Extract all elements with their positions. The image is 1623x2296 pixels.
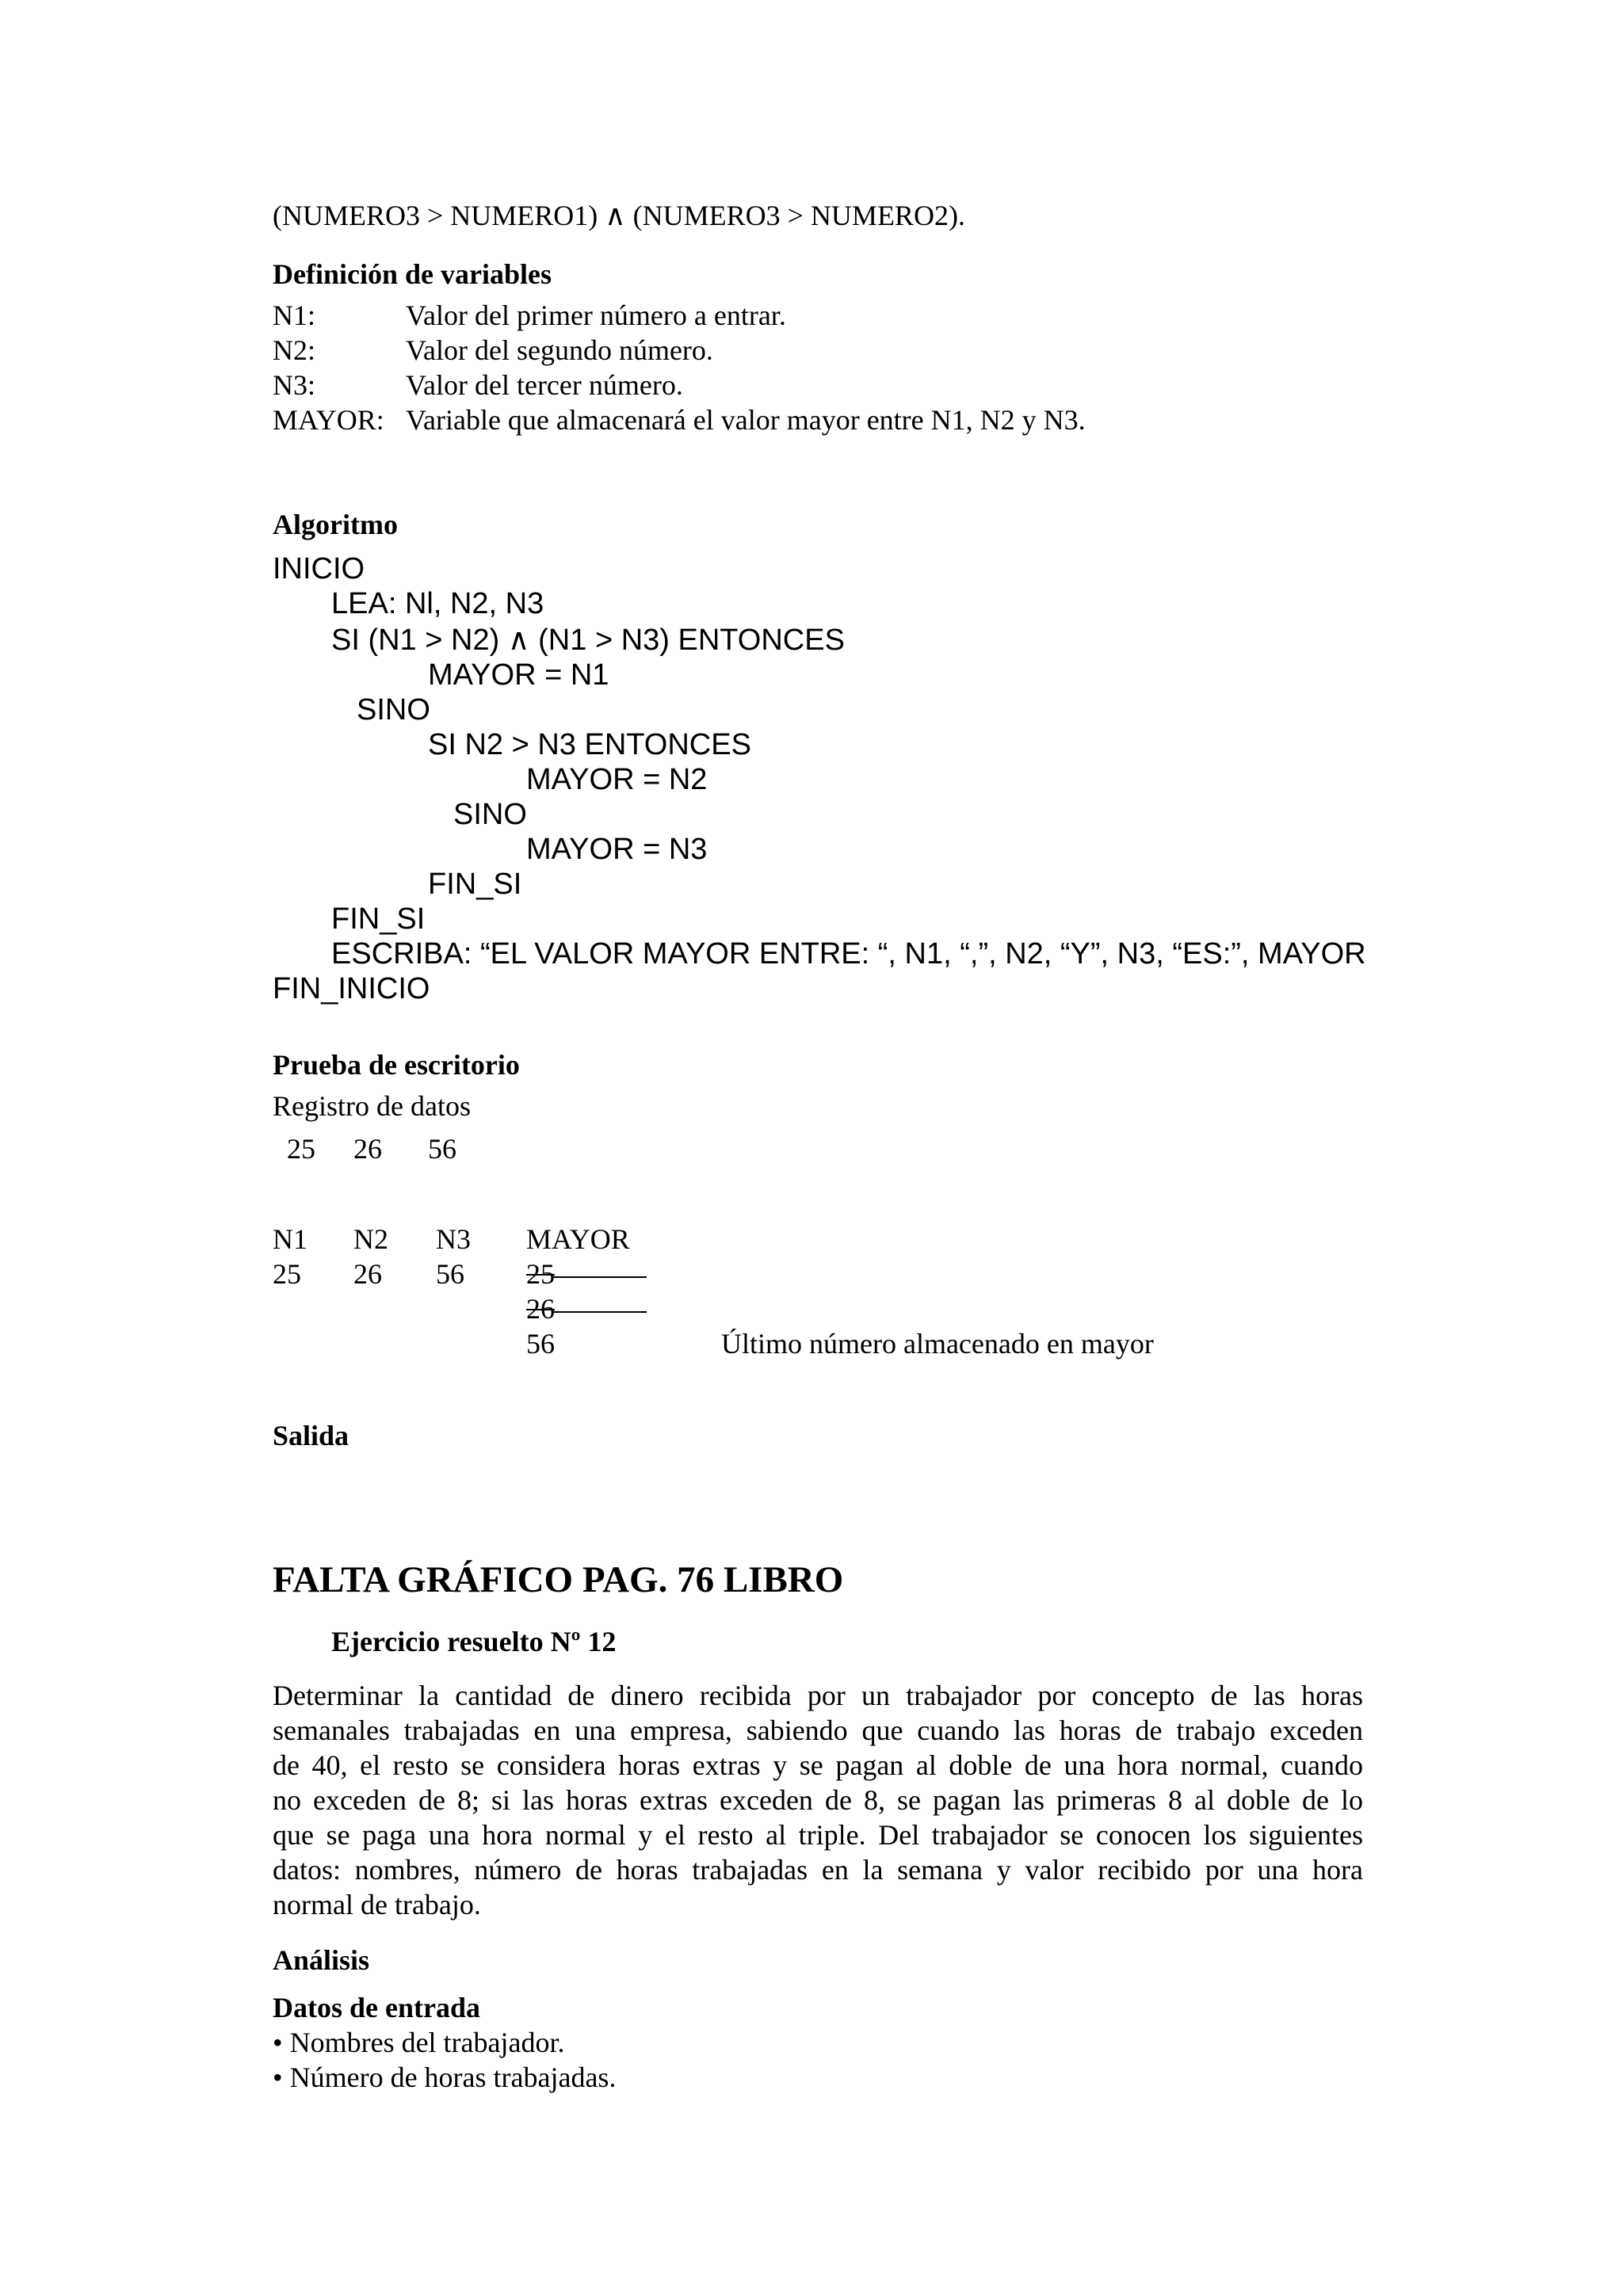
paragraph-line: de 40, el resto se considera horas extras y se pagan al doble de una hora normal, cuando	[273, 1749, 1363, 1781]
row-value-n3: 56	[436, 1258, 464, 1290]
input-item: • Nombres del trabajador.	[273, 2027, 565, 2058]
analysis-heading: Análisis	[273, 1944, 370, 1976]
record-value: 56	[428, 1133, 456, 1165]
missing-graphic-notice: FALTA GRÁFICO PAG. 76 LIBRO	[273, 1559, 844, 1600]
input-item: • Número de horas trabajadas.	[273, 2061, 617, 2093]
var-name-n3: N3:	[273, 369, 315, 401]
variables-heading: Definición de variables	[273, 258, 552, 290]
paragraph-line: datos: nombres, número de horas trabajadas en la semana y valor recibido por una hora	[273, 1854, 1363, 1886]
record-label: Registro de datos	[273, 1090, 471, 1122]
mayor-history-struck: 25	[526, 1257, 647, 1291]
algorithm-heading: Algoritmo	[273, 509, 398, 540]
column-header-n1: N1	[273, 1223, 307, 1255]
output-heading: Salida	[273, 1420, 349, 1451]
algo-line: FIN_SI	[331, 902, 426, 936]
input-data-heading: Datos de entrada	[273, 1992, 480, 2023]
paragraph-line: normal de trabajo.	[273, 1889, 481, 1920]
row-value-n2: 26	[353, 1258, 382, 1290]
paragraph-line: semanales trabajadas en una empresa, sabiendo que cuando las horas de trabajo exceden	[273, 1714, 1363, 1746]
algo-line: SINO	[357, 693, 430, 727]
row-value-n1: 25	[273, 1258, 301, 1290]
column-header-n3: N3	[436, 1223, 471, 1255]
var-desc-n1: Valor del primer número a entrar.	[406, 299, 786, 331]
exercise-paragraph	[273, 1678, 1363, 1922]
algo-line: MAYOR = N3	[526, 833, 708, 866]
algo-line: FIN_SI	[428, 868, 522, 901]
mayor-history-struck: 26	[526, 1291, 647, 1326]
algo-line: FIN_INICIO	[273, 972, 430, 1005]
algo-line: SI (N1 > N2) ∧ (N1 > N3) ENTONCES	[331, 624, 845, 657]
algo-line: SINO	[453, 798, 527, 831]
paragraph-line: Determinar la cantidad de dinero recibida por un trabajador por concepto de las horas	[273, 1680, 1363, 1711]
algo-line: LEA: Nl, N2, N3	[331, 587, 544, 620]
var-desc-n2: Valor del segundo número.	[406, 334, 713, 366]
var-desc-n3: Valor del tercer número.	[406, 369, 683, 401]
var-name-n2: N2:	[273, 334, 315, 366]
var-name-mayor: MAYOR:	[273, 404, 384, 436]
paragraph-line: no exceden de 8; si las horas extras exceden de 8, se pagan las primeras 8 al doble de lo	[273, 1784, 1363, 1816]
paragraph-line: que se paga una hora normal y el resto al triple. Del trabajador se conocen los siguientes	[273, 1819, 1363, 1851]
algo-line: SI N2 > N3 ENTONCES	[428, 728, 751, 761]
var-name-n1: N1:	[273, 299, 315, 331]
exercise-title: Ejercicio resuelto Nº 12	[331, 1626, 617, 1657]
column-header-n2: N2	[353, 1223, 388, 1255]
algo-line: INICIO	[273, 552, 365, 585]
condition-line: (NUMERO3 > NUMERO1) ∧ (NUMERO3 > NUMERO2).	[273, 200, 965, 231]
column-header-mayor: MAYOR	[526, 1223, 630, 1255]
record-value: 25	[287, 1133, 315, 1165]
desk-check-heading: Prueba de escritorio	[273, 1049, 520, 1081]
record-value: 26	[353, 1133, 382, 1165]
desk-check-note: Último número almacenado en mayor	[721, 1328, 1154, 1360]
var-desc-mayor: Variable que almacenará el valor mayor entre N1, N2 y N3.	[406, 404, 1086, 436]
mayor-history-final: 56	[526, 1328, 555, 1360]
algo-line: ESCRIBA: “EL VALOR MAYOR ENTRE: “, N1, “,”, N2, “Y”, N3, “ES:”, MAYOR	[331, 937, 1366, 971]
algo-line: MAYOR = N1	[428, 658, 609, 692]
algo-line: MAYOR = N2	[526, 763, 708, 796]
